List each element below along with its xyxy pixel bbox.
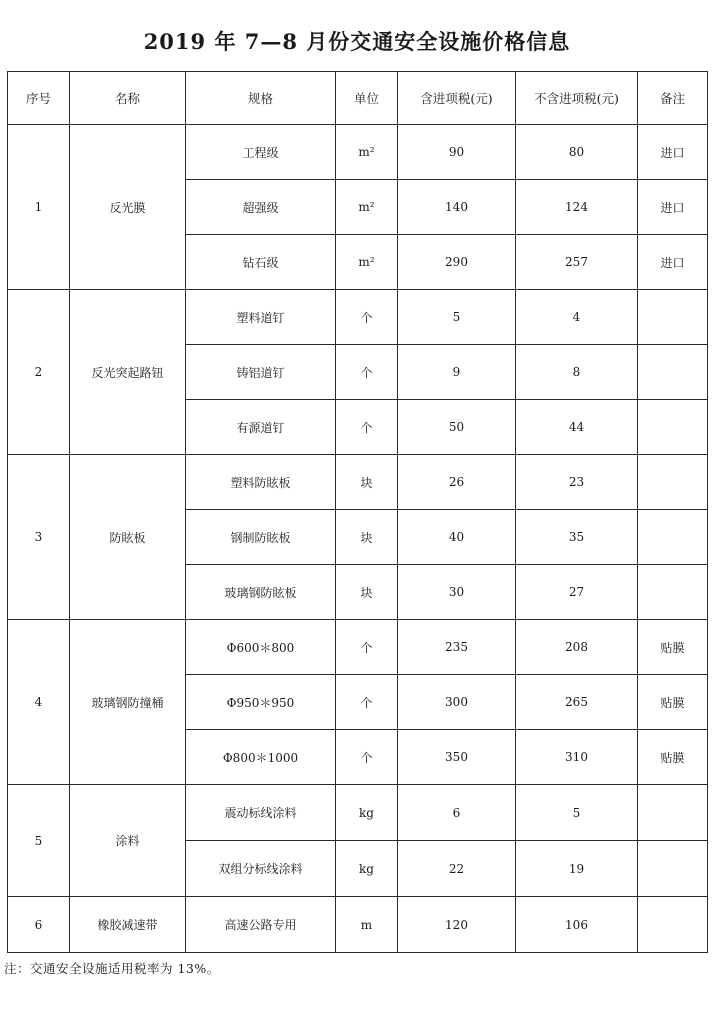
- cell-remark: 贴膜: [638, 620, 708, 675]
- cell-without-tax: 106: [516, 897, 638, 953]
- cell-without-tax: 27: [516, 565, 638, 620]
- header-row: [8, 72, 708, 125]
- cell-without-tax: 208: [516, 620, 638, 675]
- cell-spec: 双组分标线涂料: [186, 841, 336, 897]
- cell-without-tax: 124: [516, 180, 638, 235]
- header-with-tax: 含进项税(元): [398, 72, 516, 125]
- cell-remark: [638, 785, 708, 841]
- cell-with-tax: 290: [398, 235, 516, 290]
- cell-remark: [638, 345, 708, 400]
- cell-spec: 塑料防眩板: [186, 455, 336, 510]
- cell-with-tax: 26: [398, 455, 516, 510]
- cell-no: 2: [8, 290, 70, 455]
- cell-unit: 块: [336, 565, 398, 620]
- cell-spec: 塑料道钉: [186, 290, 336, 345]
- cell-remark: [638, 290, 708, 345]
- header-remark: 备注: [638, 72, 708, 125]
- cell-without-tax: 8: [516, 345, 638, 400]
- cell-spec: 有源道钉: [186, 400, 336, 455]
- cell-no: 1: [8, 125, 70, 290]
- cell-no: 5: [8, 785, 70, 897]
- header-spec: 规格: [186, 72, 336, 125]
- cell-with-tax: 90: [398, 125, 516, 180]
- cell-unit: 个: [336, 290, 398, 345]
- cell-spec: 钢制防眩板: [186, 510, 336, 565]
- cell-with-tax: 30: [398, 565, 516, 620]
- table-row: [8, 290, 708, 345]
- header-unit: 单位: [336, 72, 398, 125]
- cell-unit: 块: [336, 455, 398, 510]
- cell-remark: 进口: [638, 180, 708, 235]
- cell-without-tax: 80: [516, 125, 638, 180]
- cell-with-tax: 9: [398, 345, 516, 400]
- cell-unit: m²: [336, 125, 398, 180]
- page-title: 2019 年 7—8 月份交通安全设施价格信息: [143, 29, 571, 54]
- cell-remark: 进口: [638, 235, 708, 290]
- table-row: [8, 897, 708, 953]
- cell-with-tax: 40: [398, 510, 516, 565]
- cell-spec: Φ800＊1000: [186, 730, 336, 785]
- header-no: 序号: [8, 72, 70, 125]
- cell-name: 防眩板: [70, 455, 186, 620]
- table-row: [8, 125, 708, 180]
- cell-remark: [638, 510, 708, 565]
- cell-with-tax: 6: [398, 785, 516, 841]
- cell-with-tax: 140: [398, 180, 516, 235]
- cell-unit: kg: [336, 785, 398, 841]
- cell-name: 反光膜: [70, 125, 186, 290]
- cell-without-tax: 265: [516, 675, 638, 730]
- cell-spec: 超强级: [186, 180, 336, 235]
- cell-spec: 铸铝道钉: [186, 345, 336, 400]
- cell-spec: 高速公路专用: [186, 897, 336, 953]
- cell-without-tax: 35: [516, 510, 638, 565]
- cell-unit: 个: [336, 675, 398, 730]
- cell-unit: 个: [336, 400, 398, 455]
- cell-without-tax: 310: [516, 730, 638, 785]
- cell-with-tax: 5: [398, 290, 516, 345]
- cell-unit: m: [336, 897, 398, 953]
- cell-remark: [638, 841, 708, 897]
- cell-without-tax: 5: [516, 785, 638, 841]
- cell-without-tax: 44: [516, 400, 638, 455]
- cell-spec: Φ950＊950: [186, 675, 336, 730]
- cell-remark: 贴膜: [638, 730, 708, 785]
- cell-remark: [638, 565, 708, 620]
- cell-remark: [638, 400, 708, 455]
- cell-with-tax: 22: [398, 841, 516, 897]
- footnote: 注：交通安全设施适用税率为 13%。: [4, 961, 220, 976]
- cell-unit: kg: [336, 841, 398, 897]
- cell-name: 反光突起路钮: [70, 290, 186, 455]
- cell-spec: Φ600＊800: [186, 620, 336, 675]
- cell-name: 玻璃钢防撞桶: [70, 620, 186, 785]
- cell-with-tax: 300: [398, 675, 516, 730]
- cell-unit: m²: [336, 180, 398, 235]
- cell-spec: 工程级: [186, 125, 336, 180]
- cell-with-tax: 120: [398, 897, 516, 953]
- cell-with-tax: 350: [398, 730, 516, 785]
- cell-name: 涂料: [70, 785, 186, 897]
- cell-without-tax: 23: [516, 455, 638, 510]
- cell-remark: [638, 897, 708, 953]
- cell-spec: 玻璃钢防眩板: [186, 565, 336, 620]
- table-row: [8, 455, 708, 510]
- price-table: [7, 71, 708, 953]
- cell-remark: 贴膜: [638, 675, 708, 730]
- cell-spec: 震动标线涂料: [186, 785, 336, 841]
- table-row: [8, 620, 708, 675]
- cell-unit: 个: [336, 345, 398, 400]
- cell-with-tax: 235: [398, 620, 516, 675]
- header-without-tax: 不含进项税(元): [516, 72, 638, 125]
- header-name: 名称: [70, 72, 186, 125]
- cell-unit: 块: [336, 510, 398, 565]
- cell-with-tax: 50: [398, 400, 516, 455]
- cell-no: 3: [8, 455, 70, 620]
- cell-remark: 进口: [638, 125, 708, 180]
- table-row: [8, 785, 708, 841]
- cell-no: 4: [8, 620, 70, 785]
- cell-name: 橡胶减速带: [70, 897, 186, 953]
- cell-without-tax: 4: [516, 290, 638, 345]
- table-body: [8, 125, 708, 953]
- cell-remark: [638, 455, 708, 510]
- cell-without-tax: 19: [516, 841, 638, 897]
- cell-spec: 钻石级: [186, 235, 336, 290]
- cell-without-tax: 257: [516, 235, 638, 290]
- cell-unit: 个: [336, 730, 398, 785]
- cell-unit: m²: [336, 235, 398, 290]
- cell-no: 6: [8, 897, 70, 953]
- cell-unit: 个: [336, 620, 398, 675]
